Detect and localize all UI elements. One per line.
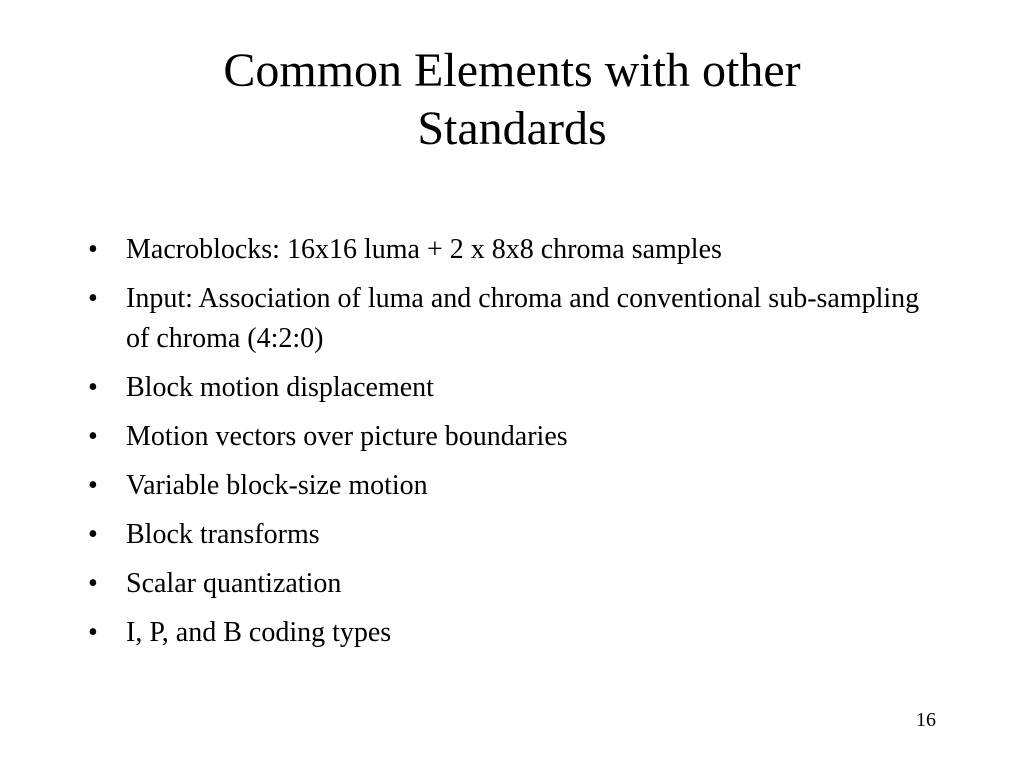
- bullet-item: [88, 515, 938, 555]
- bullet-text: Macroblocks: 16x16 luma + 2 x 8x8 chroma samples: [126, 234, 722, 265]
- bullet-text: Scalar quantization: [126, 568, 342, 599]
- bullet-icon: •: [88, 283, 98, 314]
- bullet-icon: •: [88, 421, 98, 452]
- bullet-icon: •: [88, 470, 98, 501]
- slide-title: [0, 42, 1024, 158]
- slide-title-line-2: Standards: [417, 102, 607, 155]
- bullet-icon: •: [88, 568, 98, 599]
- bullet-item: [88, 279, 938, 359]
- bullet-icon: •: [88, 617, 98, 648]
- bullet-text: Input: Association of luma and chroma and conventional sub-sampling of chroma (4:2:0): [126, 283, 920, 354]
- bullet-item: [88, 613, 938, 653]
- bullet-item: [88, 466, 938, 506]
- bullet-icon: •: [88, 372, 98, 403]
- bullet-icon: •: [88, 519, 98, 550]
- page-number: 16: [916, 709, 936, 731]
- bullet-text: Block transforms: [126, 519, 320, 550]
- bullet-text: Variable block-size motion: [126, 470, 428, 501]
- bullet-list: [88, 230, 938, 662]
- bullet-icon: •: [88, 234, 98, 265]
- bullet-text: Motion vectors over picture boundaries: [126, 421, 568, 452]
- bullet-item: [88, 417, 938, 457]
- bullet-item: [88, 230, 938, 270]
- bullet-text: Block motion displacement: [126, 372, 434, 403]
- slide-title-line-1: Common Elements with other: [223, 44, 801, 97]
- bullet-text: I, P, and B coding types: [126, 617, 392, 648]
- bullet-item: [88, 564, 938, 604]
- bullet-item: [88, 368, 938, 408]
